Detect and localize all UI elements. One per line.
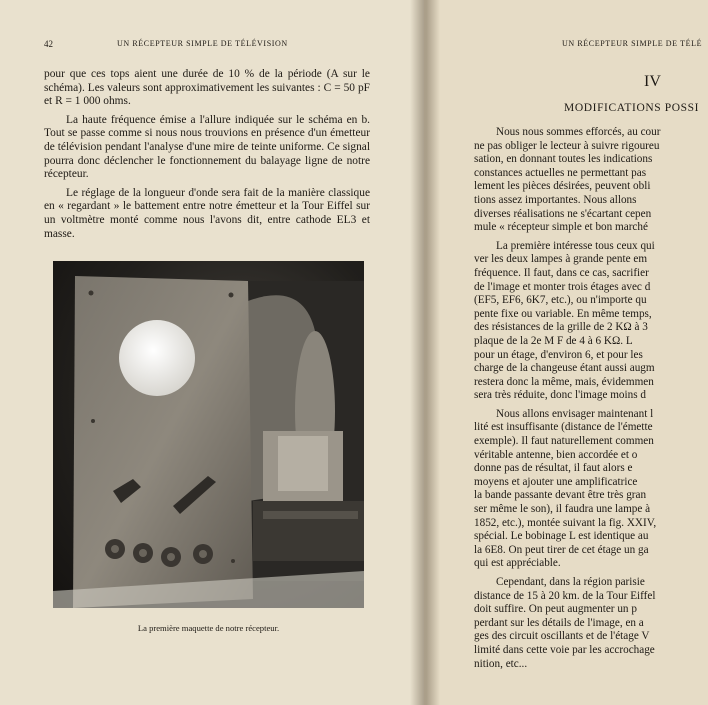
text-line: de l'image et monter trois étages avec d [474, 280, 651, 293]
text-line: des résistances de la grille de 2 KΩ à 3 [474, 321, 648, 334]
text-line: spécial. Le bobinage L est identique au [474, 530, 649, 543]
paragraph: La haute fréquence émise a l'allure indiquée sur le schéma en b. Tout se passe comme si nous nous trouvions en présence d'un émetteur de télévision pendant l'analyse d'une mire de teinte uniforme. Ce signal pourra donc déclencher le fonctionnement du balayage ligne de notre récepteur. [44, 113, 370, 181]
text-line: Cependant, dans la région parisie [496, 576, 645, 588]
text-line: pour un étage, d'environ 6, et pour les [474, 348, 643, 361]
receiver-photo [53, 261, 364, 608]
photo-caption: La première maquette de notre récepteur. [137, 623, 280, 633]
text-line: lement les pièces désirées, peuvent obli [474, 180, 651, 193]
page-number: 42 [44, 39, 53, 49]
text-line: sera très réduite, donc l'image moins d [474, 389, 646, 402]
paragraph: Le réglage de la longueur d'onde sera fait de la manière classique en « regardant » le battement entre notre émetteur et la Tour Eiffel sur un voltmètre monté comme nous l'avons dit, entre cathode EL3 et masse. [44, 186, 370, 240]
text-line: ges des circuit oscillants et de l'étage V [474, 630, 650, 643]
text-line: distance de 15 à 20 km. de la Tour Eiffel [474, 589, 656, 602]
text-line: véritable antenne, bien accordée et o [474, 448, 638, 461]
text-line: constances actuelles ne permettant pas [474, 166, 647, 179]
text-line: limité dans cette voie par les accrochage [474, 643, 655, 656]
chapter-number: IV [644, 73, 661, 90]
text-line: plaque de la 2e M F de 4 à 6 KΩ. L [474, 334, 633, 347]
text-line: la 6E8. On peut tirer de cet étage un ga [474, 543, 649, 556]
text-line: mule « récepteur simple et bon marché [474, 221, 648, 234]
text-line: Nous allons envisager maintenant l [496, 407, 654, 420]
text-line: fréquence. Il faut, dans ce cas, sacrifier [474, 266, 649, 279]
text-line: nition, etc... [474, 657, 528, 670]
text-line: doit suffire. On peut augmenter un p [474, 603, 637, 616]
text-line: moyens et ajouter une amplificatrice [474, 475, 638, 488]
left-body-text [44, 68, 370, 246]
right-page [424, 0, 708, 705]
text-line: 1852, etc.), montée suivant la fig. XXIV, [474, 516, 657, 529]
text-line: La première intéresse tous ceux qui [496, 239, 655, 252]
right-body-text [474, 126, 708, 671]
section-title: MODIFICATIONS POSSI [564, 102, 700, 114]
text-line: Nous nous sommes efforcés, au cour [496, 126, 661, 138]
text-line: lité est insuffisante (distance de l'émette [474, 421, 653, 434]
text-line: (EF5, EF6, 6K7, etc.), ou n'importe qu [474, 294, 647, 307]
text-line: sation, en donnant toutes les indications [474, 153, 653, 166]
text-line: restera donc la même, mais, évidemmen [474, 375, 654, 388]
text-line: charge de la changeuse étant aussi augm [474, 362, 655, 375]
text-line: tions assez importantes. Nous allons [474, 193, 637, 206]
text-line: donne pas de résultat, il faut alors e [474, 462, 633, 475]
text-line: perdant sur les détails de l'image, en a [474, 616, 644, 629]
text-line: ne pas obliger le lecteur à suivre rigoureu [474, 139, 660, 152]
text-line: pente fixe ou variable. En même temps, [474, 307, 652, 320]
text-line: exemple). Il faut naturellement commen [474, 435, 654, 448]
text-line: qui est appréciable. [474, 557, 561, 570]
text-line: ver les deux lampes à grande pente em [474, 253, 648, 266]
text-line: la bande passante devant être très gran [474, 489, 647, 502]
running-header: UN RÉCEPTEUR SIMPLE DE TÉLÉVISION [117, 39, 288, 48]
paragraph: pour que ces tops aient une durée de 10 % de la période (A sur le schéma). Les valeurs sont approximativement les suivantes : C = 50 pF et R = 1 000 ohms. [44, 68, 370, 108]
running-header: UN RÉCEPTEUR SIMPLE DE TÉLÉ [562, 39, 703, 48]
book-gutter [410, 0, 440, 705]
text-line: ser même le son), il faudra une lampe à [474, 503, 651, 516]
text-line: diverses réalisations ne s'écartant cepen [474, 207, 652, 220]
